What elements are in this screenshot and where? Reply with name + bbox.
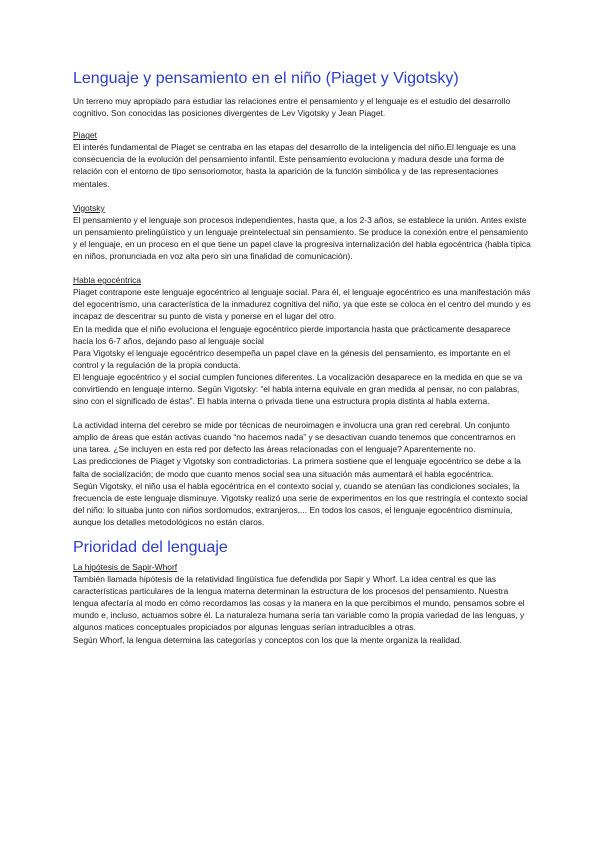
section-heading-vigotsky: Vigotsky: [73, 202, 105, 213]
sapir-paragraph: Según Whorf, la lengua determina las categorías y conceptos con los que la mente organiza la realidad.: [73, 634, 462, 645]
section-heading-sapir-whorf: La hipótesis de Sapir-Whorf: [73, 562, 178, 572]
habla-paragraph: El lenguaje egocéntrico y el social cumplen funciones diferentes. La vocalización desaparece en la medida en que se va convirtiendo en lenguaje interno. Según Vigotsky: “el habla interna equivale en gran medida al pensar, no con palabras, sino con el significado de éstas”. El habla interna o privada tiene una estructura propia distinta al habla externa.: [73, 371, 523, 407]
section-title-prioridad: Prioridad del lenguaje: [73, 539, 228, 556]
section-heading-piaget: Piaget: [73, 130, 97, 141]
actividad-paragraph: Las predicciones de Piaget y Vigotsky son contradictorias. La primera sostiene que el lenguaje egocéntrico se debe a la falta de socialización; de modo que cuanto menos social sea una situación más aumentará el habla egocéntrica.: [73, 456, 521, 479]
actividad-paragraph: Según Vigotsky, el niño usa el habla egocéntrica en el contexto social y, cuando se atenúan las condiciones sociales, la frecuencia de este lenguaje disminuye. Vigotsky realizó una serie de experimentos en los que restringía el contexto social del niño: lo situaba junto con niños sordomudos, extranjeros,... En todos los casos, el lenguaje egocéntrico disminuía, aunque los detalles metodológicos no están claros.: [73, 480, 528, 527]
habla-paragraph: Para Vigotsky el lenguaje egocéntrico desempeña un papel clave en la génesis del pensamiento, es importante en el control y la regulación de la propia conducta.: [73, 347, 511, 370]
document-body: [73, 69, 531, 646]
piaget-paragraph: El interés fundamental de Piaget se centraba en las etapas del desarrollo de la inteligencia del niño.El lenguaje es una consecuencia de la evolución del pensamiento infantil. Este pensamiento evoluciona y madura desde una forma de relación con el entorno de tipo sensoriomotor, hasta la aparición de la función simbólica y de las representaciones mentales.: [73, 142, 516, 189]
habla-paragraph: Piaget contrapone este lenguaje egocéntrico al lenguaje social. Para él, el lenguaje egocéntrico es una manifestación más del egocentrismo, una característica de la inmadurez cognitiva del niño, ya que este se coloca en el centro del mundo y es incapaz de descentrar su punto de vista y ponerse en el lugar del otro.: [73, 287, 531, 322]
page-title: Lenguaje y pensamiento en el niño (Piaget y Vigotsky): [73, 70, 459, 87]
sapir-paragraph: También llamada hipótesis de la relatividad lingüística fue defendida por Sapir y Whorf. La idea central es que las características particulares de la lengua materna determinan la estructura de los procesos del pensamiento. Nuestra lengua afectaría al modo en cómo recordamos las cosas y la manera en la que percibimos el mundo, pensamos sobre el mundo e, incluso, actuamos sobre él. La naturaleza humana sería tan variable como la propia variedad de las lenguas, y algunos matices conceptuales propiciados por algunas lenguas serían intraducibles a otras.: [73, 574, 525, 633]
actividad-paragraph: La actividad interna del cerebro se mide por técnicas de neuroimagen e involucra una gran red cerebral. Un conjunto amplio de áreas que están activas cuando “no hacemos nada” y se desactivan cuando tenemos que concentrarnos en una tarea. ¿Se incluyen en esta red por defecto las áreas relacionadas con el lenguaje? Aparentemente no.: [73, 420, 516, 455]
habla-paragraph: En la medida que el niño evoluciona el lenguaje egocéntrico pierde importancia hasta que prácticamente desaparece hacia los 6-7 años, dejando paso al lenguaje social: [73, 323, 511, 346]
intro-paragraph: Un terreno muy apropiado para estudiar las relaciones entre el pensamiento y el lenguaje es el estudio del desarrollo cognitivo. Son conocidas las posiciones divergentes de Lev Vigotsky y Jean Piaget.: [73, 96, 511, 119]
vigotsky-paragraph: El pensamiento y el lenguaje son procesos independientes, hasta que, a los 2-3 años, se establece la unión. Antes existe un pensamiento prelingüístico y un lenguaje preintelectual sin pensamiento. Se produce la conexión entre el pensamiento y el lenguaje, en un proceso en el que tiene un papel clave la progresiva internalización del habla egocéntrica (habla típica en niños, pronunciada en voz alta pero sin una finalidad de comunicación).: [73, 214, 531, 262]
section-heading-habla-egocentrica: Habla egocéntrica: [73, 275, 142, 286]
